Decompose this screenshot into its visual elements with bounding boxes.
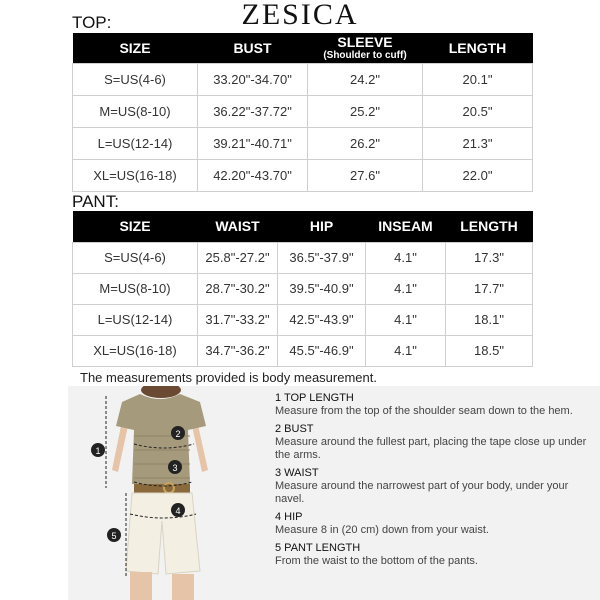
top-size-table [72,33,533,192]
length-cell: 18.5" [446,335,533,366]
marker-3-label: 3 [172,463,178,473]
instruction-text: Measure around the fullest part, placing the tape close up under the arms. [275,436,587,461]
pant-header-length: LENGTH [446,211,533,242]
inseam-cell: 4.1" [366,273,446,304]
length-cell: 21.3" [423,127,533,159]
top-header-row [73,33,533,63]
table-row [73,159,533,191]
waist-cell: 28.7"-30.2" [198,273,278,304]
belt-shape [134,484,190,493]
top-header-sleeve-label: SLEEVE [337,33,393,50]
sleeve-cell: 27.6" [308,159,423,191]
pant-header-row [73,211,533,242]
waist-cell: 25.8"-27.2" [198,242,278,273]
table-row [73,242,533,273]
marker-3 [168,460,182,474]
sleeve-cell: 24.2" [308,63,423,95]
measurement-guide-panel [68,386,600,600]
size-cell: L=US(12-14) [73,304,198,335]
instruction-title: 5 PANT LENGTH [275,542,361,554]
hip-cell: 39.5"-40.9" [278,273,366,304]
instruction-title: 2 BUST [275,423,314,435]
instruction-item [275,423,595,462]
marker-2-label: 2 [175,429,181,439]
instruction-text: Measure 8 in (20 cm) down from your waist. [275,524,489,536]
top-garment-shape [116,394,206,484]
top-header-sleeve [308,33,423,63]
measurement-note: The measurements provided is body measurement. [80,370,377,385]
top-section-label: TOP: [72,13,112,32]
size-cell: S=US(4-6) [73,242,198,273]
size-cell: M=US(8-10) [73,95,198,127]
brand-logo: ZESICA [241,0,359,31]
instruction-text: From the waist to the bottom of the pants. [275,555,478,567]
length-cell: 17.7" [446,273,533,304]
instruction-title: 4 HIP [275,511,303,523]
length-cell: 17.3" [446,242,533,273]
size-cell: M=US(8-10) [73,273,198,304]
pant-header-waist: WAIST [198,211,278,242]
measurement-instructions [275,392,595,573]
top-header-size: SIZE [73,33,198,63]
table-row [73,335,533,366]
marker-5-label: 5 [111,531,117,541]
pant-header-size: SIZE [73,211,198,242]
table-row [73,304,533,335]
instruction-text: Measure from the top of the shoulder seam down to the hem. [275,405,573,417]
length-cell: 18.1" [446,304,533,335]
bust-cell: 33.20"-34.70" [198,63,308,95]
table-row [73,63,533,95]
hip-cell: 36.5"-37.9" [278,242,366,273]
pant-section-label: PANT: [72,192,119,211]
instruction-title: 1 TOP LENGTH [275,392,354,404]
size-cell: S=US(4-6) [73,63,198,95]
bust-cell: 42.20"-43.70" [198,159,308,191]
instruction-title: 3 WAIST [275,467,319,479]
length-cell: 20.5" [423,95,533,127]
sleeve-cell: 25.2" [308,95,423,127]
hip-cell: 42.5"-43.9" [278,304,366,335]
size-cell: XL=US(16-18) [73,159,198,191]
inseam-cell: 4.1" [366,242,446,273]
model-figure [68,386,268,600]
marker-2 [171,426,185,440]
size-cell: L=US(12-14) [73,127,198,159]
table-row [73,95,533,127]
marker-4 [171,503,185,517]
inseam-cell: 4.1" [366,304,446,335]
marker-4-label: 4 [175,506,181,516]
waist-cell: 34.7"-36.2" [198,335,278,366]
pant-size-table [72,211,533,367]
top-header-sleeve-sub: (Shoulder to cuff) [323,49,407,61]
length-cell: 20.1" [423,63,533,95]
instruction-text: Measure around the narrowest part of your body, under your navel. [275,480,569,505]
marker-1 [91,443,105,457]
bust-cell: 36.22"-37.72" [198,95,308,127]
instruction-item [275,392,595,418]
length-cell: 22.0" [423,159,533,191]
bust-cell: 39.21"-40.71" [198,127,308,159]
pant-header-hip: HIP [278,211,366,242]
instruction-item [275,467,595,506]
hip-cell: 45.5"-46.9" [278,335,366,366]
inseam-cell: 4.1" [366,335,446,366]
left-leg-shape [130,572,152,600]
marker-1-label: 1 [95,446,101,456]
marker-5 [107,528,121,542]
table-row [73,273,533,304]
right-leg-shape [172,574,194,600]
top-header-bust: BUST [198,33,308,63]
waist-cell: 31.7"-33.2" [198,304,278,335]
shorts-shape [126,493,200,574]
top-header-length: LENGTH [423,33,533,63]
instruction-item [275,511,595,537]
instruction-item [275,542,595,568]
table-row [73,127,533,159]
pant-header-inseam: INSEAM [366,211,446,242]
size-cell: XL=US(16-18) [73,335,198,366]
sleeve-cell: 26.2" [308,127,423,159]
